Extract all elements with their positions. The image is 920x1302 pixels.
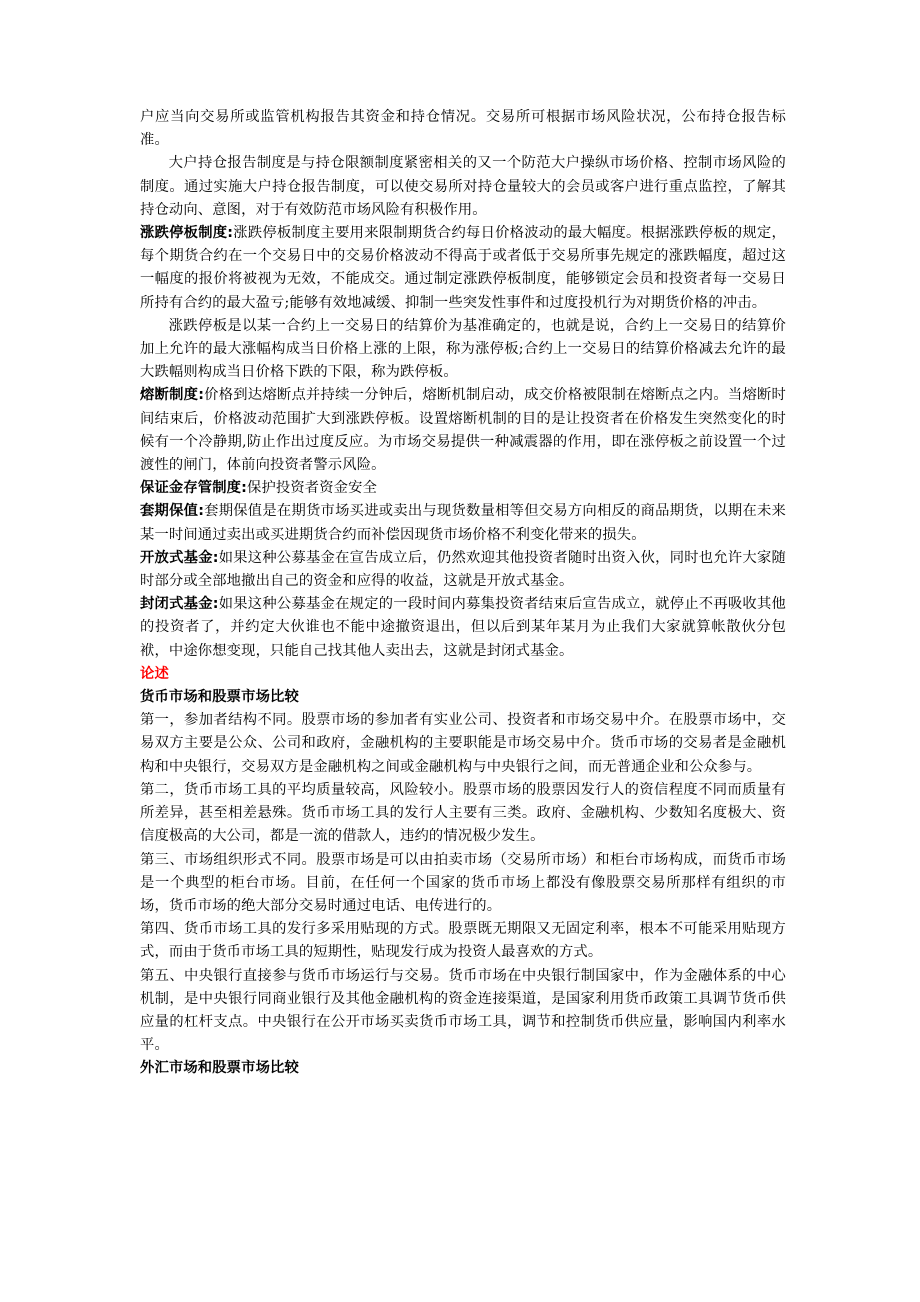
- circuit-breaker-text: 价格到达熔断点并持续一分钟后，熔断机制启动，成交价格被限制在熔断点之内。当熔断时间结束后，价格波动范围扩大到涨跌停板。设置熔断机制的目的是让投资者在价格发生突然变化的时候有一个冷静期,防止作出过度反应。为市场交易提供一种减震器的作用，即在涨停板之前设置一个过渡性的闸门，体前向投资者警示风险。: [140, 387, 786, 474]
- price-limit-term: 涨跌停板制度:: [140, 225, 234, 242]
- closed-fund-text: 如果这种公募基金在规定的一段时间内募集投资者结束后宣告成立，就停止不再吸收其他的投资者了，并约定大伙谁也不能中途撤资退出，但以后到某年某月为止我们大家就算帐散伙分包袱，中途你想变现，只能自己找其他人卖出去，这就是封闭式基金。: [140, 596, 786, 659]
- circuit-breaker-definition: [140, 384, 786, 477]
- price-limit-extra-paragraph: 涨跌停板是以某一合约上一交易日的结算价为基准确定的，也就是说，合约上一交易日的结算价加上允许的最大涨幅构成当日价格上涨的上限，称为涨停板;合约上一交易日的结算价格减去允许的最大跌幅则构成当日价格下跌的下限，称为跌停板。: [140, 317, 786, 381]
- closed-fund-definition: [140, 593, 786, 663]
- price-limit-text: 涨跌停板制度主要用来限制期货合约每日价格波动的最大幅度。根据涨跌停板的规定，每个期货合约在一个交易日中的交易价格波动不得高于或者低于交易所事先规定的涨跌幅度，超过这一幅度的报价将被视为无效，不能成交。通过制定涨跌停板制度，能够锁定会员和投资者每一交易日所持有合约的最大盈亏;能够有效地减缓、抑制一些突发性事件和过度投机行为对期货价格的冲击。: [140, 225, 786, 311]
- money-vs-stock-heading: 货币市场和股票市场比较: [140, 689, 299, 706]
- comparison-point-2: 第二，货币市场工具的平均质量较高，风险较小。股票市场的股票因发行人的资信程度不同而质量有所差异，甚至相差悬殊。货币市场工具的发行人主要有三类。政府、金融机构、少数知名度极大、资信度极高的大公司，都是一流的借款人，违约的情况极少发生。: [140, 781, 786, 845]
- comparison-point-3: 第三、市场组织形式不同。股票市场是可以由拍卖市场（交易所市场）和柜台市场构成，而货币市场是一个典型的柜台市场。目前，在任何一个国家的货币市场上都没有像股票交易所那样有组织的市场，货币市场的绝大部分交易时通过电话、电传进行的。: [140, 851, 786, 914]
- open-fund-definition: [140, 547, 786, 593]
- open-fund-text: 如果这种公募基金在宣告成立后，仍然欢迎其他投资者随时出资入伙，同时也允许大家随时部分或全部地撤出自己的资金和应得的收益，这就是开放式基金。: [140, 549, 786, 590]
- document-page: [140, 106, 786, 1081]
- comparison-point-4: 第四、货币市场工具的发行多采用贴现的方式。股票既无期限又无固定利率，根本不可能采用贴现方式，而由于货币市场工具的短期性，贴现发行成为投资人最喜欢的方式。: [140, 921, 786, 961]
- comparison-point-5: 第五、中央银行直接参与货币市场运行与交易。货币市场在中央银行制国家中，作为金融体系的中心机制，是中央银行同商业银行及其他金融机构的资金连接渠道，是国家利用货币政策工具调节货币供应量的杠杆支点。中央银行在公开市场买卖货币市场工具，调节和控制货币供应量，影响国内利率水平。: [140, 967, 786, 1054]
- margin-custody-definition: [140, 477, 786, 500]
- price-limit-definition: [140, 222, 786, 315]
- hedging-term: 套期保值:: [140, 503, 205, 520]
- circuit-breaker-term: 熔断制度:: [140, 387, 205, 404]
- hedging-definition: [140, 500, 786, 546]
- intro-paragraph: 户应当向交易所或监管机构报告其资金和持仓情况。交易所可根据市场风险状况，公布持仓报告标准。: [140, 109, 786, 149]
- open-fund-term: 开放式基金:: [140, 549, 219, 566]
- margin-custody-term: 保证金存管制度:: [140, 480, 247, 497]
- forex-vs-stock-heading: 外汇市场和股票市场比较: [140, 1060, 299, 1077]
- large-position-report-paragraph: 大户持仓报告制度是与持仓限额制度紧密相关的又一个防范大户操纵市场价格、控制市场风险的制度。通过实施大户持仓报告制度，可以使交易所对持仓量较大的会员或客户进行重点监控，了解其持仓动向、意图，对于有效防范市场风险有积极作用。: [140, 155, 786, 218]
- closed-fund-term: 封闭式基金:: [140, 596, 219, 613]
- hedging-text: 套期保值是在期货市场买进或卖出与现货数量相等但交易方向相反的商品期货，以期在未来某一时间通过卖出或买进期货合约而补偿因现货市场价格不利变化带来的损失。: [140, 503, 786, 543]
- comparison-point-1: 第一，参加者结构不同。股票市场的参加者有实业公司、投资者和市场交易中介。在股票市场中，交易双方主要是公众、公司和政府，金融机构的主要职能是市场交易中介。货币市场的交易者是金融机构和中央银行，交易双方是金融机构之间或金融机构与中央银行之间，而无普通企业和公众参与。: [140, 712, 786, 775]
- margin-custody-text: 保护投资者资金安全: [247, 480, 378, 497]
- essay-section-heading: 论述: [140, 665, 169, 682]
